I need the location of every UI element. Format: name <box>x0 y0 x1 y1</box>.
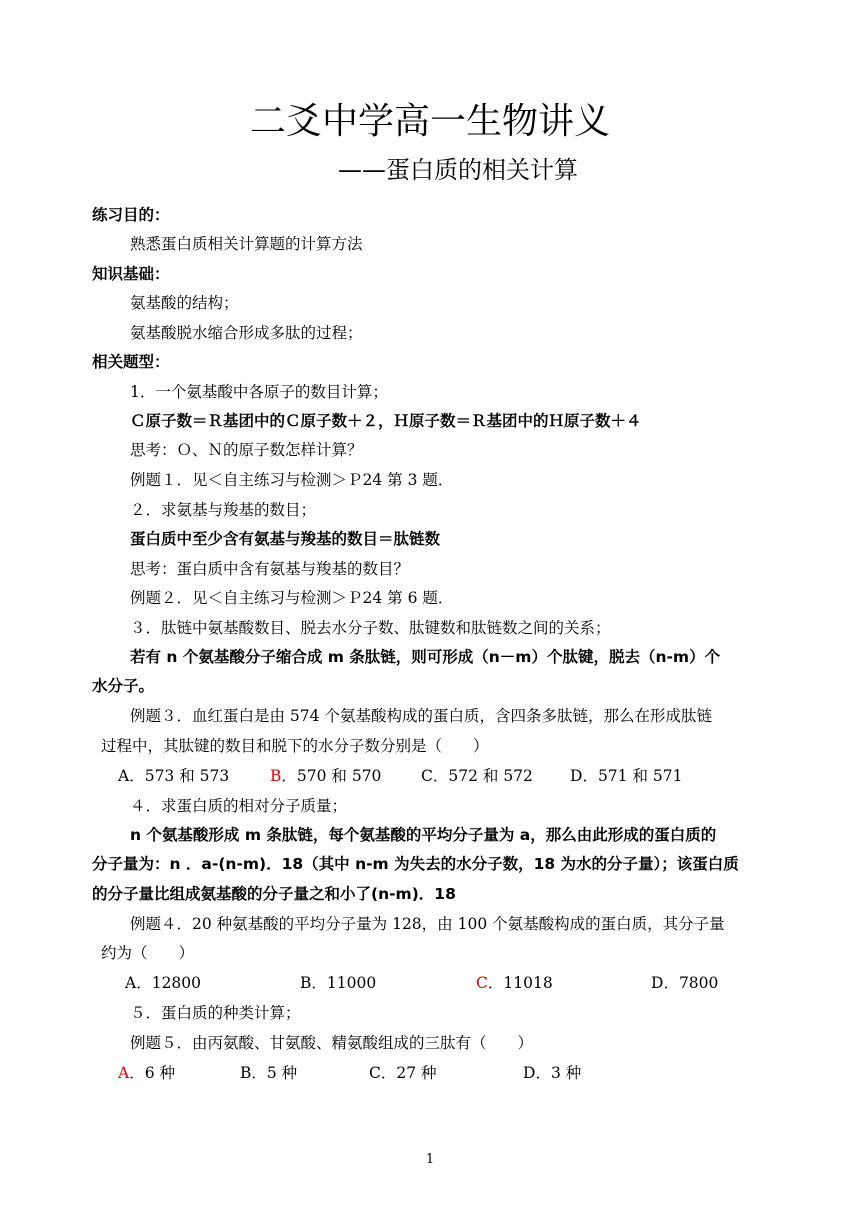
type-1-example: 例题１．见＜自主练习与检测＞Ｐ24 第 3 题． <box>130 471 454 489</box>
type-3-formula-line-2: 水分子。 <box>92 677 155 695</box>
type-1-formula: Ｃ原子数＝Ｒ基团中的Ｃ原子数＋２，Ｈ原子数＝Ｒ基团中的Ｈ原子数＋４ <box>130 412 642 430</box>
example-3-option-b: B．570 和 570 <box>270 767 382 785</box>
example-5-option-d: D．3 种 <box>523 1064 582 1082</box>
section-heading-basics: 知识基础： <box>92 265 170 283</box>
example-5-option-c: C．27 种 <box>369 1064 437 1082</box>
page-title: 二爻中学高一生物讲义 <box>249 101 610 142</box>
example-3-option-d: D．571 和 571 <box>570 767 683 785</box>
type-4-formula-line-3: 的分子量比组成氨基酸的分子量之和小了(n-m)．18 <box>92 885 456 903</box>
type-4-formula-line-1: n 个氨基酸形成 m 条肽链，每个氨基酸的平均分子量为 a，那么由此形成的蛋白质的 <box>130 826 717 844</box>
example-4-option-c: C．11018 <box>476 974 553 992</box>
answer-letter: C <box>476 974 488 992</box>
type-2-think: 思考：蛋白质中含有氨基与羧基的数目？ <box>130 560 410 578</box>
example-5-option-b: B．5 种 <box>240 1064 298 1082</box>
type-2-heading: ２．求氨基与羧基的数目； <box>130 501 317 519</box>
example-4-line-1: 例题４．20 种氨基酸的平均分子量为 128，由 100 个氨基酸构成的蛋白质，其分子量 <box>130 915 725 933</box>
example-3-line-2: 过程中，其肽键的数目和脱下的水分子数分别是（ ） <box>101 737 489 755</box>
example-5-question: 例题５．由丙氨酸、甘氨酸、精氨酸组成的三肽有（ ） <box>130 1034 534 1052</box>
page-subtitle: ——蛋白质的相关计算 <box>338 156 578 184</box>
type-2-formula: 蛋白质中至少含有氨基与羧基的数目＝肽链数 <box>130 530 441 548</box>
section-heading-types: 相关题型： <box>92 353 170 371</box>
purpose-text: 熟悉蛋白质相关计算题的计算方法 <box>130 235 363 253</box>
type-3-formula-line-1: 若有 n 个氨基酸分子缩合成 m 条肽链，则可形成（n－m）个肽键，脱去（n-m）个 <box>130 648 721 666</box>
example-4-option-d: D．7800 <box>651 974 719 992</box>
example-5-option-a: A．6 种 <box>118 1064 175 1082</box>
type-2-example: 例题２．见＜自主练习与检测＞Ｐ24 第 6 题． <box>130 589 454 607</box>
type-3-heading: ３．肽链中氨基酸数目、脱去水分子数、肽键数和肽链数之间的关系； <box>130 619 611 637</box>
answer-letter: B <box>270 767 282 785</box>
example-3-option-c: C．572 和 572 <box>421 767 533 785</box>
example-3-line-1: 例题３．血红蛋白是由 574 个氨基酸构成的蛋白质，含四条多肽链，那么在形成肽链 <box>130 707 712 725</box>
type-4-heading: ４．求蛋白质的相对分子质量； <box>130 797 348 815</box>
basics-item-2: 氨基酸脱水缩合形成多肽的过程； <box>130 324 363 342</box>
section-heading-purpose: 练习目的： <box>92 206 170 224</box>
example-4-line-2: 约为（ ） <box>101 944 195 962</box>
example-4-option-b: B．11000 <box>300 974 377 992</box>
basics-item-1: 氨基酸的结构； <box>130 294 239 312</box>
type-1-heading: 1．一个氨基酸中各原子的数目计算； <box>130 383 388 401</box>
type-1-think: 思考：Ｏ、Ｎ的原子数怎样计算？ <box>130 441 363 459</box>
page-number: 1 <box>425 1152 435 1167</box>
answer-letter: A <box>118 1064 130 1082</box>
type-4-formula-line-2: 分子量为：n ．a-(n-m)．18（其中 n-m 为失去的水分子数，18 为水的分子量）；该蛋白质 <box>92 855 739 873</box>
type-5-heading: ５．蛋白质的种类计算； <box>130 1004 301 1022</box>
example-4-option-a: A．12800 <box>125 974 202 992</box>
example-3-option-a: A．573 和 573 <box>118 767 230 785</box>
